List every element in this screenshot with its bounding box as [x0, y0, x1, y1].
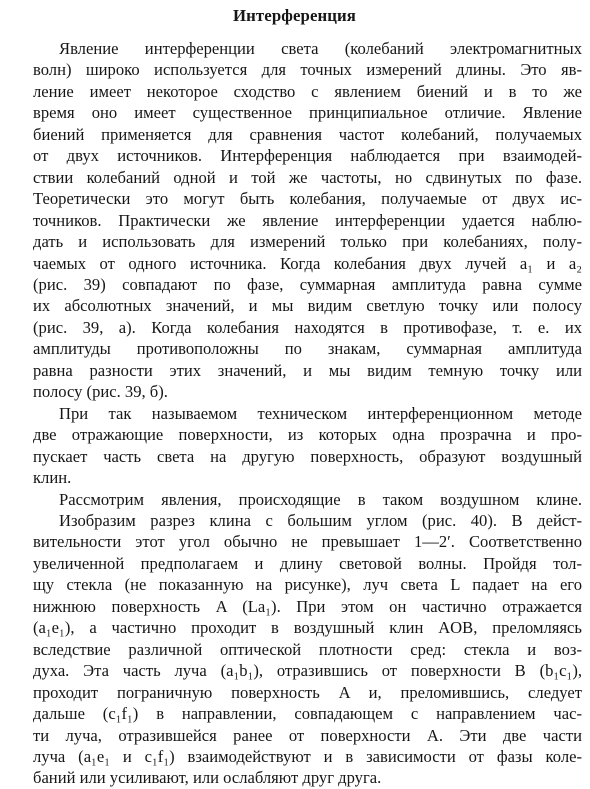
text-line: проходит пограничную поверхность A и, преломившись, следует [33, 682, 582, 702]
text-line: (a₁e₁), а частично проходит в воздушный клин AOB, преломляясь [33, 618, 582, 638]
text-line: дать и использовать для измерений только при колебаниях, полу- [33, 232, 582, 252]
text-line: При так называемом техническом интерференционном методе [59, 403, 582, 423]
text-line: клин. [33, 468, 72, 488]
text-line: Рассмотрим явления, происходящие в таком воздушном клине. [59, 489, 582, 509]
text-line: нижнюю поверхность A (La₁). При этом он частично отражается [33, 596, 582, 616]
text-line: (рис. 39) совпадают по фазе, суммарная амплитуда равна сумме [33, 274, 582, 294]
text-line: увеличенной предполагаем и длину световой волны. Пройдя тол- [33, 553, 582, 573]
text-line: точников. Практически же явление интерференции удается наблю- [33, 210, 582, 230]
text-line: луча (a₁e₁ и c₁f₁) взаимодействуют и в зависимости от фазы коле- [33, 746, 582, 766]
text-line: от двух источников. Интерференция наблюдается при взаимодей- [33, 146, 582, 166]
text-line: ти луча, отразившейся ранее от поверхности A. Эти две части [33, 725, 582, 745]
paragraph-interference-intro [7, 38, 582, 403]
text-line: щу стекла (не показанную на рисунке), луч света L падает на его [33, 575, 582, 595]
text-line: Теоретически это могут быть колебания, получаемые от двух ис- [33, 189, 582, 209]
paragraph-technical-method [7, 403, 582, 489]
text-line: Явление интерференции света (колебаний электромагнитных [59, 39, 582, 58]
text-line: ление имеет некоторое сходство с явлением биений и в то же [33, 81, 582, 101]
text-line: вительности этот угол обычно не превышает 1—2′. Соответственно [33, 532, 582, 552]
text-line: время оно имеет существенное принципиальное отличие. Явление [33, 103, 582, 123]
text-line: ствии колебаний одной и той же частоты, но сдвинутых по фазе. [33, 167, 582, 187]
text-line: равна разности этих значений, и мы видим темную точку или [33, 360, 582, 380]
text-line: полосу (рис. 39, б). [33, 382, 168, 402]
text-line: волн) широко используется для точных измерений длины. Это яв- [33, 60, 582, 80]
paragraph-air-wedge [7, 489, 582, 789]
text-line: пускает часть света на другую поверхность, образуют воздушный [33, 446, 582, 466]
text-line: духа. Эта часть луча (a₁b₁), отразившись от поверхности B (b₁c₁), [33, 661, 582, 681]
text-line: две отражающие поверхности, из которых одна прозрачна и про- [33, 425, 582, 445]
text-line: Изобразим разрез клина с большим углом (рис. 40). В дейст- [59, 510, 582, 530]
text-line: вследствие различной оптической плотности сред: стекла и воз- [33, 639, 582, 659]
text-line: дальше (c₁f₁) в направлении, совпадающем с направлением час- [33, 704, 582, 724]
text-line: чаемых от одного источника. Когда колебания двух лучей a₁ и a₂ [33, 253, 582, 273]
text-line: биений применяется для сравнения частот колебаний, получаемых [33, 124, 582, 144]
text-line: (рис. 39, а). Когда колебания находятся в противофазе, т. е. их [33, 317, 582, 337]
page-title: Интерференция [233, 6, 356, 25]
text-line: амплитуды противоположны по знакам, суммарная амплитуда [33, 339, 582, 359]
text-line: их абсолютных значений, и мы видим светлую точку или полосу [33, 296, 582, 316]
text-line: баний или усиливают, или ослабляют друг друга. [33, 768, 382, 788]
